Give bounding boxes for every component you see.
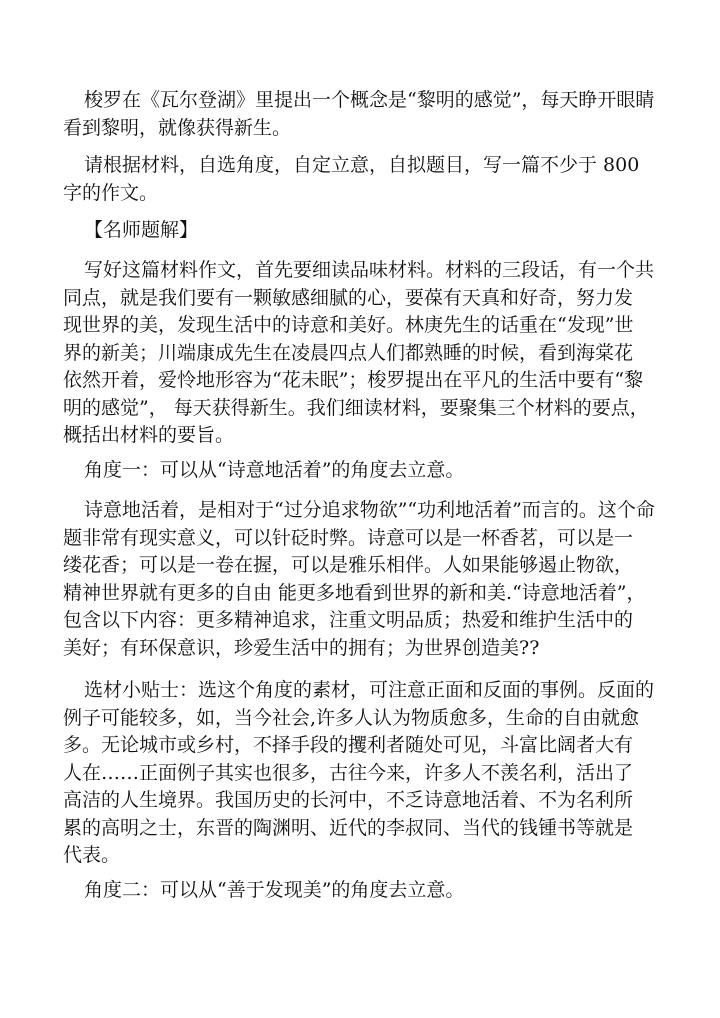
angle-two-heading — [63, 877, 633, 905]
text-line: 人在……正面例子其实也很多，古往今来，许多人不羡名利，活出了 — [63, 761, 634, 784]
material-paragraph — [63, 87, 655, 142]
text-line: 美好；有环保意识，珍爱生活中的拥有；为世界创造美?? — [63, 636, 540, 659]
text-line: 梭罗在《瓦尔登湖》里提出一个概念是“黎明的感觉”，每天睁开眼睛 — [84, 89, 655, 111]
text-line: 高洁的人生境界。我国历史的长河中，不乏诗意地活着、不为名利所 — [63, 789, 634, 811]
text-line: 例子可能较多，如，当今社会,许多人认为物质愈多，生命的自由就愈 — [63, 706, 640, 729]
analysis-paragraph — [63, 257, 655, 450]
text-line: 同点，就是我们要有一颗敏感细腻的心，要葆有天真和好奇，努力发 — [63, 286, 634, 309]
text-line: 界的新美；川端康成先生在凌晨四点人们都熟睡的时候，看到海棠花 — [63, 341, 634, 364]
text-line: 缕花香；可以是一卷在握，可以是雅乐相伴。人如果能够遏止物欲， — [63, 554, 634, 576]
text-line: 诗意地活着，是相对于“过分追求物欲”“功利地活着”而言的。这个命 — [84, 499, 655, 521]
text-line: 角度二：可以从“善于发现美”的角度去立意。 — [84, 879, 465, 901]
text-line: 明的感觉”， 每天获得新生。我们细读材料，要聚集三个材料的要点， — [63, 396, 649, 419]
text-line: 代表。 — [63, 844, 121, 866]
teacher-analysis-heading — [63, 217, 633, 245]
material-tips-paragraph — [63, 677, 655, 870]
angle-one-heading — [63, 457, 633, 485]
text-line: 字的作文。 — [63, 181, 159, 204]
text-line: 请根据材料，自选角度，自定立意，自拟题目，写一篇不少于 800 — [84, 154, 640, 176]
text-line: 依然开着，爱怜地形容为“花未眠”；梭罗提出在平凡的生活中要有“黎 — [63, 369, 644, 391]
text-line: 写好这篇材料作文，首先要细读品味材料。材料的三段话，有一个共 — [84, 259, 655, 281]
text-line: 看到黎明，就像获得新生。 — [63, 116, 292, 139]
text-line: 精神世界就有更多的自由 能更多地看到世界的新和美.“诗意地活着”， — [63, 581, 646, 604]
task-paragraph — [63, 152, 640, 207]
angle-one-paragraph — [63, 497, 655, 662]
text-line: 多。无论城市或乡村，不择手段的攫利者随处可见，斗富比阔者大有 — [63, 734, 634, 756]
text-line: 选材小贴士：选这个角度的素材，可注意正面和反面的事例。反面的 — [84, 679, 655, 701]
text-line: 概括出材料的要旨。 — [63, 424, 235, 446]
text-line: 累的高明之士，东晋的陶渊明、近代的李叔同、当代的钱锺书等就是 — [63, 816, 634, 839]
text-line: 包含以下内容：更多精神追求，注重文明品质；热爱和维护生活中的 — [63, 609, 634, 631]
text-line: 现世界的美，发现生活中的诗意和美好。林庚先生的话重在“发现”世 — [63, 314, 634, 336]
text-line: 【名师题解】 — [84, 219, 199, 241]
text-line: 角度一：可以从“诗意地活着”的角度去立意。 — [84, 459, 465, 481]
text-line: 题非常有现实意义，可以针砭时弊。诗意可以是一杯香茗，可以是一 — [63, 526, 634, 549]
